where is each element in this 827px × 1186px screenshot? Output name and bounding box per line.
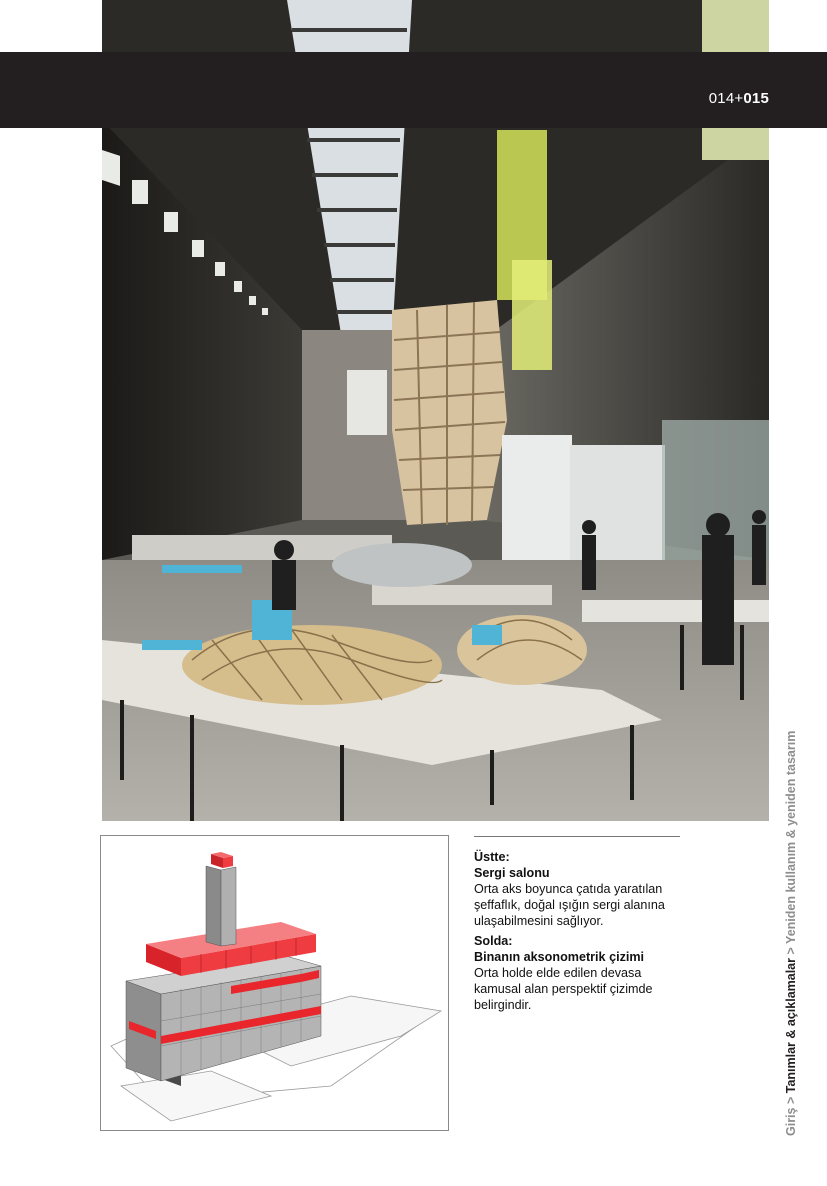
caption-left-title: Binanın aksonometrik çizimi bbox=[474, 950, 645, 964]
caption-left-text: Orta holde elde edilen devasa kamusal alan perspektif çizimde belirgindir. bbox=[474, 966, 653, 1012]
vertical-breadcrumb bbox=[784, 731, 798, 1136]
caption-top-text: Orta aks boyunca çatıda yaratılan şeffaflık, doğal ışığın sergi alanına ulaşabilmesini sağlıyor. bbox=[474, 882, 665, 928]
caption-left bbox=[474, 933, 680, 1013]
breadcrumb-separator: > bbox=[784, 1093, 798, 1108]
page-number bbox=[709, 90, 769, 107]
axonometric-drawing bbox=[100, 835, 449, 1131]
breadcrumb-item-reuse[interactable]: Yeniden kullanım & yeniden tasarım bbox=[784, 730, 798, 944]
caption-top-label: Üstte: bbox=[474, 850, 510, 864]
breadcrumb-item-definitions[interactable]: Tanımlar & açıklamalar bbox=[784, 957, 798, 1094]
caption-top bbox=[474, 849, 680, 929]
caption-top-title: Sergi salonu bbox=[474, 866, 550, 880]
caption-divider bbox=[474, 836, 680, 837]
breadcrumb-separator: > bbox=[784, 943, 798, 958]
caption-left-label: Solda: bbox=[474, 934, 513, 948]
header-bar bbox=[0, 52, 827, 128]
caption-block bbox=[474, 836, 680, 1017]
breadcrumb-item-intro[interactable]: Giriş bbox=[784, 1107, 798, 1136]
page-number-prefix: 014+ bbox=[708, 90, 744, 107]
page-number-current: 015 bbox=[743, 90, 769, 107]
